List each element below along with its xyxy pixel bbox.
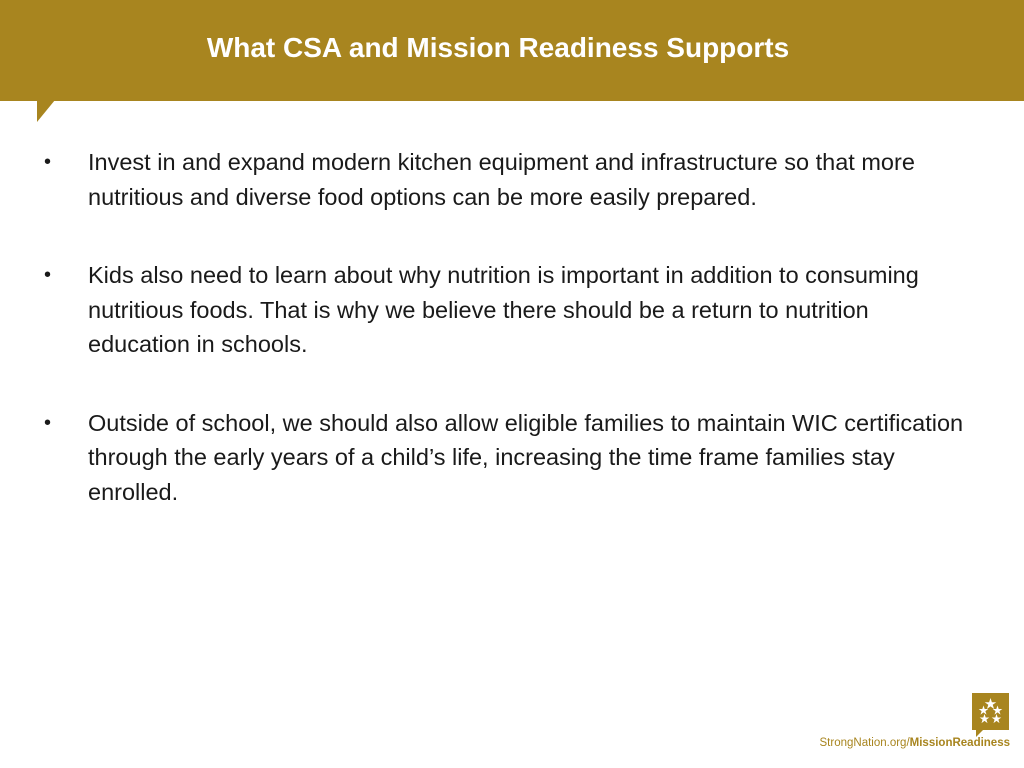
bullet-text: Outside of school, we should also allow eligible families to maintain WIC certification through the early years of a child’s life, increasing the time frame families stay enrolled.	[88, 409, 964, 505]
five-stars-icon	[972, 693, 1009, 730]
bullet-item-kitchen-equipment	[0, 145, 1024, 214]
bullet-item-nutrition-education	[0, 258, 1024, 362]
mission-readiness-logo	[972, 693, 1009, 730]
bullet-text: Kids also need to learn about why nutrition is important in addition to consuming nutritious foods. That is why we believe there should be a return to nutrition education in schools.	[88, 262, 919, 357]
bullet-item-wic-certification	[0, 406, 1024, 510]
bullet-marker: •	[44, 151, 52, 173]
bullet-text: Invest in and expand modern kitchen equipment and infrastructure so that more nutritious and diverse food options can be more easily prepared.	[88, 149, 915, 210]
footer-url[interactable]	[820, 735, 1010, 751]
footer-url-domain: StrongNation.org/	[819, 737, 910, 749]
slide-title: What CSA and Mission Readiness Supports	[206, 32, 790, 63]
bullet-marker: •	[44, 264, 52, 286]
bullet-list	[0, 145, 1024, 553]
footer-url-path: MissionReadiness	[909, 737, 1010, 749]
header-notch	[37, 100, 55, 122]
bullet-marker: •	[44, 411, 52, 434]
